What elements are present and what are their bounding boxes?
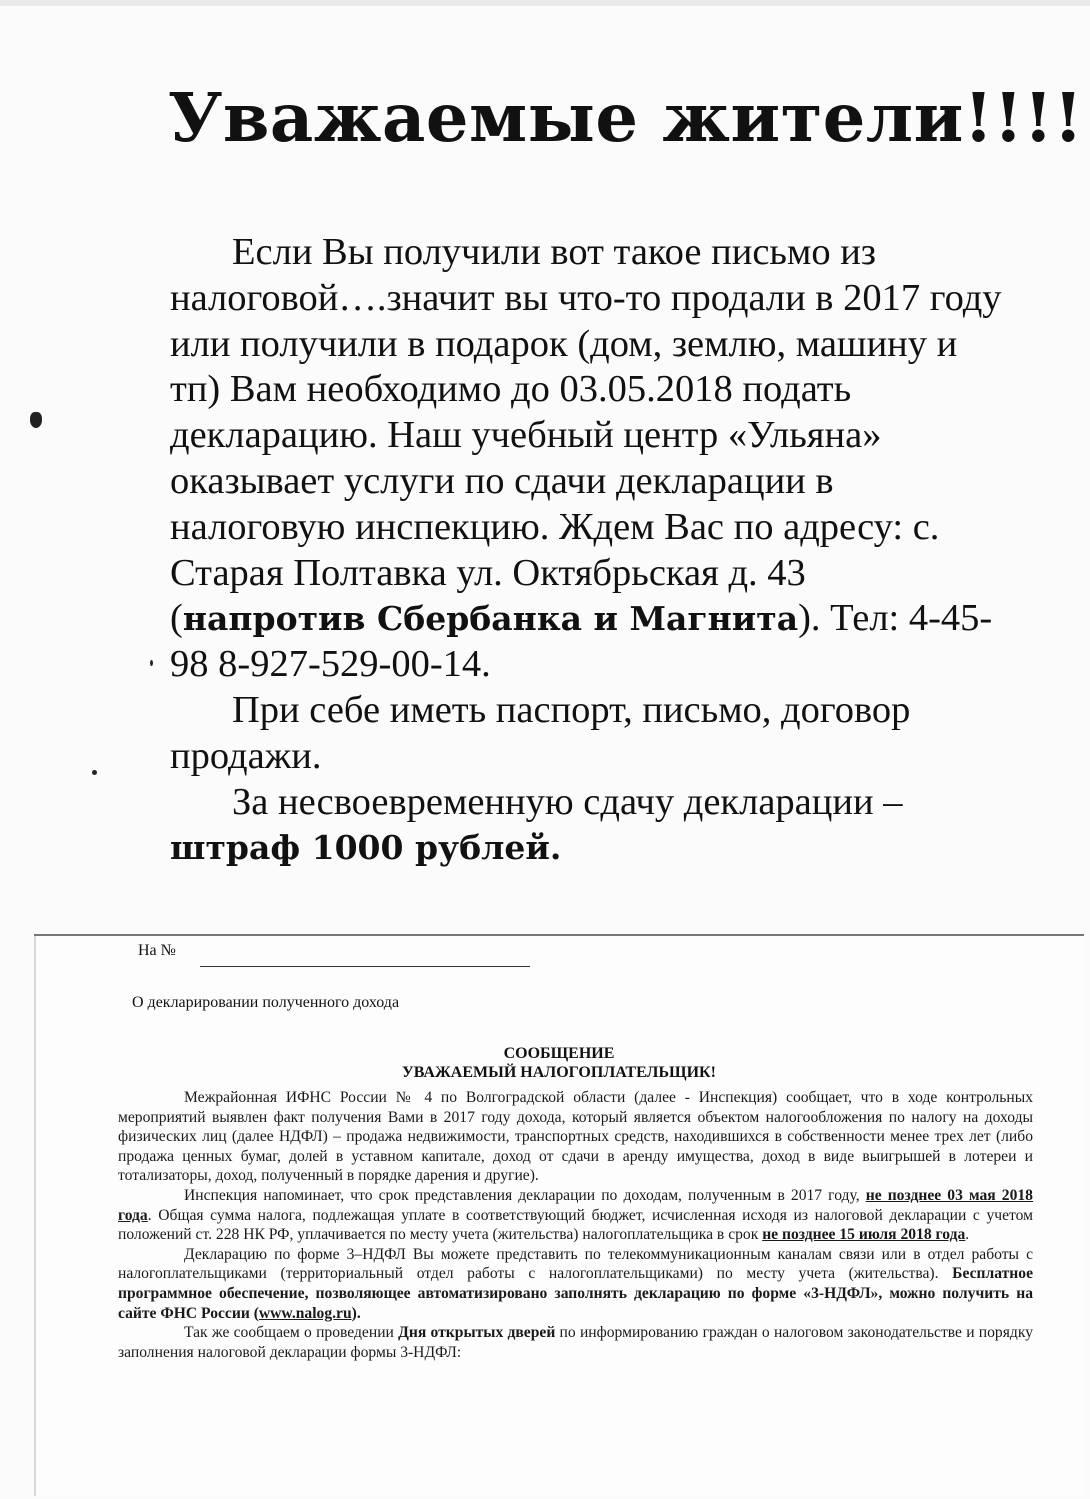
letter-heading: СООБЩЕНИЕ <box>503 1045 615 1062</box>
letter-text: Так же сообщаем о проведении <box>184 1324 399 1342</box>
letter-paragraph: Межрайонная ИФНС России № 4 по Волгоградской области (далее - Инспекция) сообщает, что в ходе контрольных мероприятий выявлен факт получения Вами в 2017 году дохода, который является объектом налогообложения по налогу на доходы физических лиц (далее НДФЛ) – продажа недвижимости, транспортных средств, находившихся в собственности менее трех лет (либо продажа ценных бумаг, долей в уставном капитале, доход от сдачи в аренду имущества, доход в виде выигрышей в лотереи и тотализаторы, доход, полученный в порядке дарения и другие). <box>118 1089 1033 1185</box>
letter-subject: О декларировании полученного дохода <box>132 994 400 1011</box>
letter-text: Инспекция напоминает, что срок представления декларации по доходам, полученным в 2017 году, <box>184 1186 866 1204</box>
ref-number-label: На № <box>138 942 176 959</box>
letter-paragraph <box>118 1245 1033 1323</box>
flyer-title: Уважаемые жители!!!! <box>168 78 1084 157</box>
flyer-body <box>170 230 1010 871</box>
flyer-bold-location: напротив Сбербанка и Магнита <box>182 599 799 639</box>
flyer-text: За несвоевременную сдачу декларации – <box>232 780 903 823</box>
tax-letter <box>34 934 1084 1496</box>
nalog-link[interactable]: www.nalog.ru <box>258 1304 352 1322</box>
letter-text: по информированию граждан о налоговом законодательстве и порядку заполнения налоговой декларации формы 3-НДФЛ: <box>118 1324 1033 1361</box>
letter-salutation: УВАЖАЕМЫЙ НАЛОГОПЛАТЕЛЬЩИК! <box>402 1064 716 1081</box>
letter-text: Декларацию по форме 3–НДФЛ Вы можете представить по телекоммуникационным каналам связи или в отдел работы с налогоплательщиками (территориальный отдел работы с налогоплательщиками) по месту учета (жительства). <box>118 1245 1033 1283</box>
deadline-declaration: не позднее 03 мая 2018 года <box>118 1186 1033 1224</box>
letter-text: . Общая сумма налога, подлежащая уплате в соответствующий бюджет, исчисленная исходя из налоговой декларации с учетом положений ст. 228 НК РФ, уплачивается по месту учета (жительства) налогоплательщика в срок <box>118 1206 1033 1244</box>
open-day-text: Дня открытых дверей <box>398 1324 556 1342</box>
letter-paragraph <box>118 1186 1033 1245</box>
flyer-text: Если Вы получили вот такое письмо из налоговой….значит вы что-то продали в 2017 году или получили в подарок (дом, землю, машину и тп) Вам необходимо до 03.05.2018 подать декларацию. Наш учебный центр «Ульяна» оказывает услуги по сдачи декларации в налоговую инспекцию. Ждем Вас по адресу: с. Старая Полтавка ул. Октябрьская д. 43 ( <box>170 231 1002 640</box>
flyer-paragraph-main <box>170 230 1010 688</box>
ref-number-line <box>200 966 530 967</box>
letter-text: . <box>965 1226 970 1244</box>
letter-bold-text: Бесплатное программное обеспечение, позволяющее автоматизировано заполнять декларацию по форме «3-НДФЛ», можно получить на сайте ФНС России ( <box>118 1265 1033 1322</box>
flyer-bold-fine: штраф 1000 рублей. <box>170 828 562 868</box>
flyer-paragraph-fine <box>170 780 1010 872</box>
flyer-paragraph-documents: При себе иметь паспорт, письмо, договор продажи. <box>170 688 911 777</box>
deadline-payment: не позднее 15 июля 2018 года <box>762 1226 966 1244</box>
letter-body <box>118 1088 1033 1362</box>
letter-paragraph <box>118 1323 1033 1362</box>
letter-bold-text: ). <box>351 1304 361 1322</box>
flyer-phone-text: ). Тел: 4-45-98 8-927-529-00-14. <box>170 597 993 686</box>
